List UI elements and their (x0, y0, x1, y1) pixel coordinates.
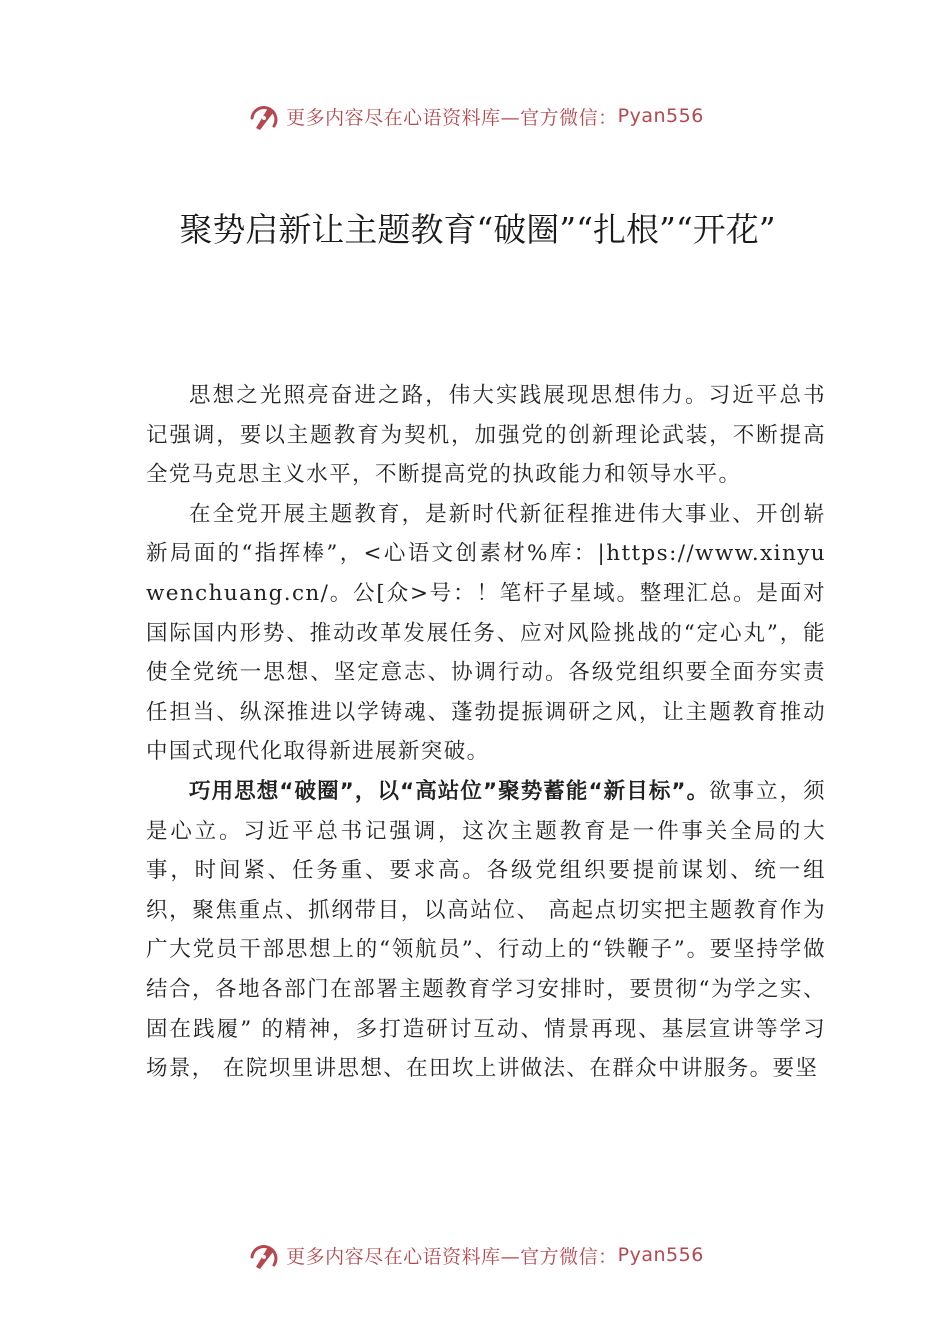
banner-text: 更多内容尽在心语资料库—官方微信： (286, 1245, 618, 1268)
pen-nib-circle-icon (246, 1237, 282, 1273)
footer-banner (0, 1235, 950, 1275)
section-heading: 巧用思想“破圈”，以“高站位”聚势蓄能“新目标”。 (189, 778, 710, 804)
paragraph-2: 在全党开展主题教育，是新时代新征程推进伟大事业、开创崭新局面的“指挥棒”，<心语文创素材%库：|https://www.xinyuwenchuang.cn/。公[众>号：！笔杆子星域。整理汇总。是面对国际国内形势、推动改革发展任务、应对风险挑战的“定心丸”，能使全党统一思想、坚定意志、协调行动。各级党组织要全面夯实责任担当、纵深推进以学铸魂、蓬勃提振调研之风，让主题教育推动中国式现代化取得新进展新突破。 (146, 501, 826, 765)
document-title: 聚势启新让主题教育“破圈”“扎根”“开花” (179, 210, 776, 249)
wechat-id: Pyan556 (617, 1244, 704, 1266)
header-banner (0, 96, 950, 136)
banner-text: 更多内容尽在心语资料库—官方微信： (286, 106, 618, 129)
section-text: 欲事立，须是心立。习近平总书记强调，这次主题教育是一件事关全局的大事，时间紧、任务重、要求高。各级党组织要提前谋划、统一组织，聚焦重点、抓纲带目，以高站位、 高起点切实把主题教育作为广大党员干部思想上的“领航员”、行动上的“铁鞭子”。要坚持学做结合，各地各部门在部署主题教育学习安排时，要贯彻“为学之实、固在践履” 的精神，多打造研讨互动、情景再现、基层宣讲等学习场景， 在院坝里讲思想、在田坎上讲做法、在群众中讲服务。要坚 (146, 778, 826, 1082)
paragraph-1: 思想之光照亮奋进之路，伟大实践展现思想伟力。习近平总书记强调，要以主题教育为契机，加强党的创新理论武装，不断提高全党马克思主义水平，不断提高党的执政能力和领导水平。 (146, 383, 826, 488)
section-paragraph (146, 772, 826, 1089)
pen-nib-circle-icon (246, 98, 282, 134)
wechat-id: Pyan556 (617, 105, 704, 127)
document-body (146, 376, 826, 1089)
